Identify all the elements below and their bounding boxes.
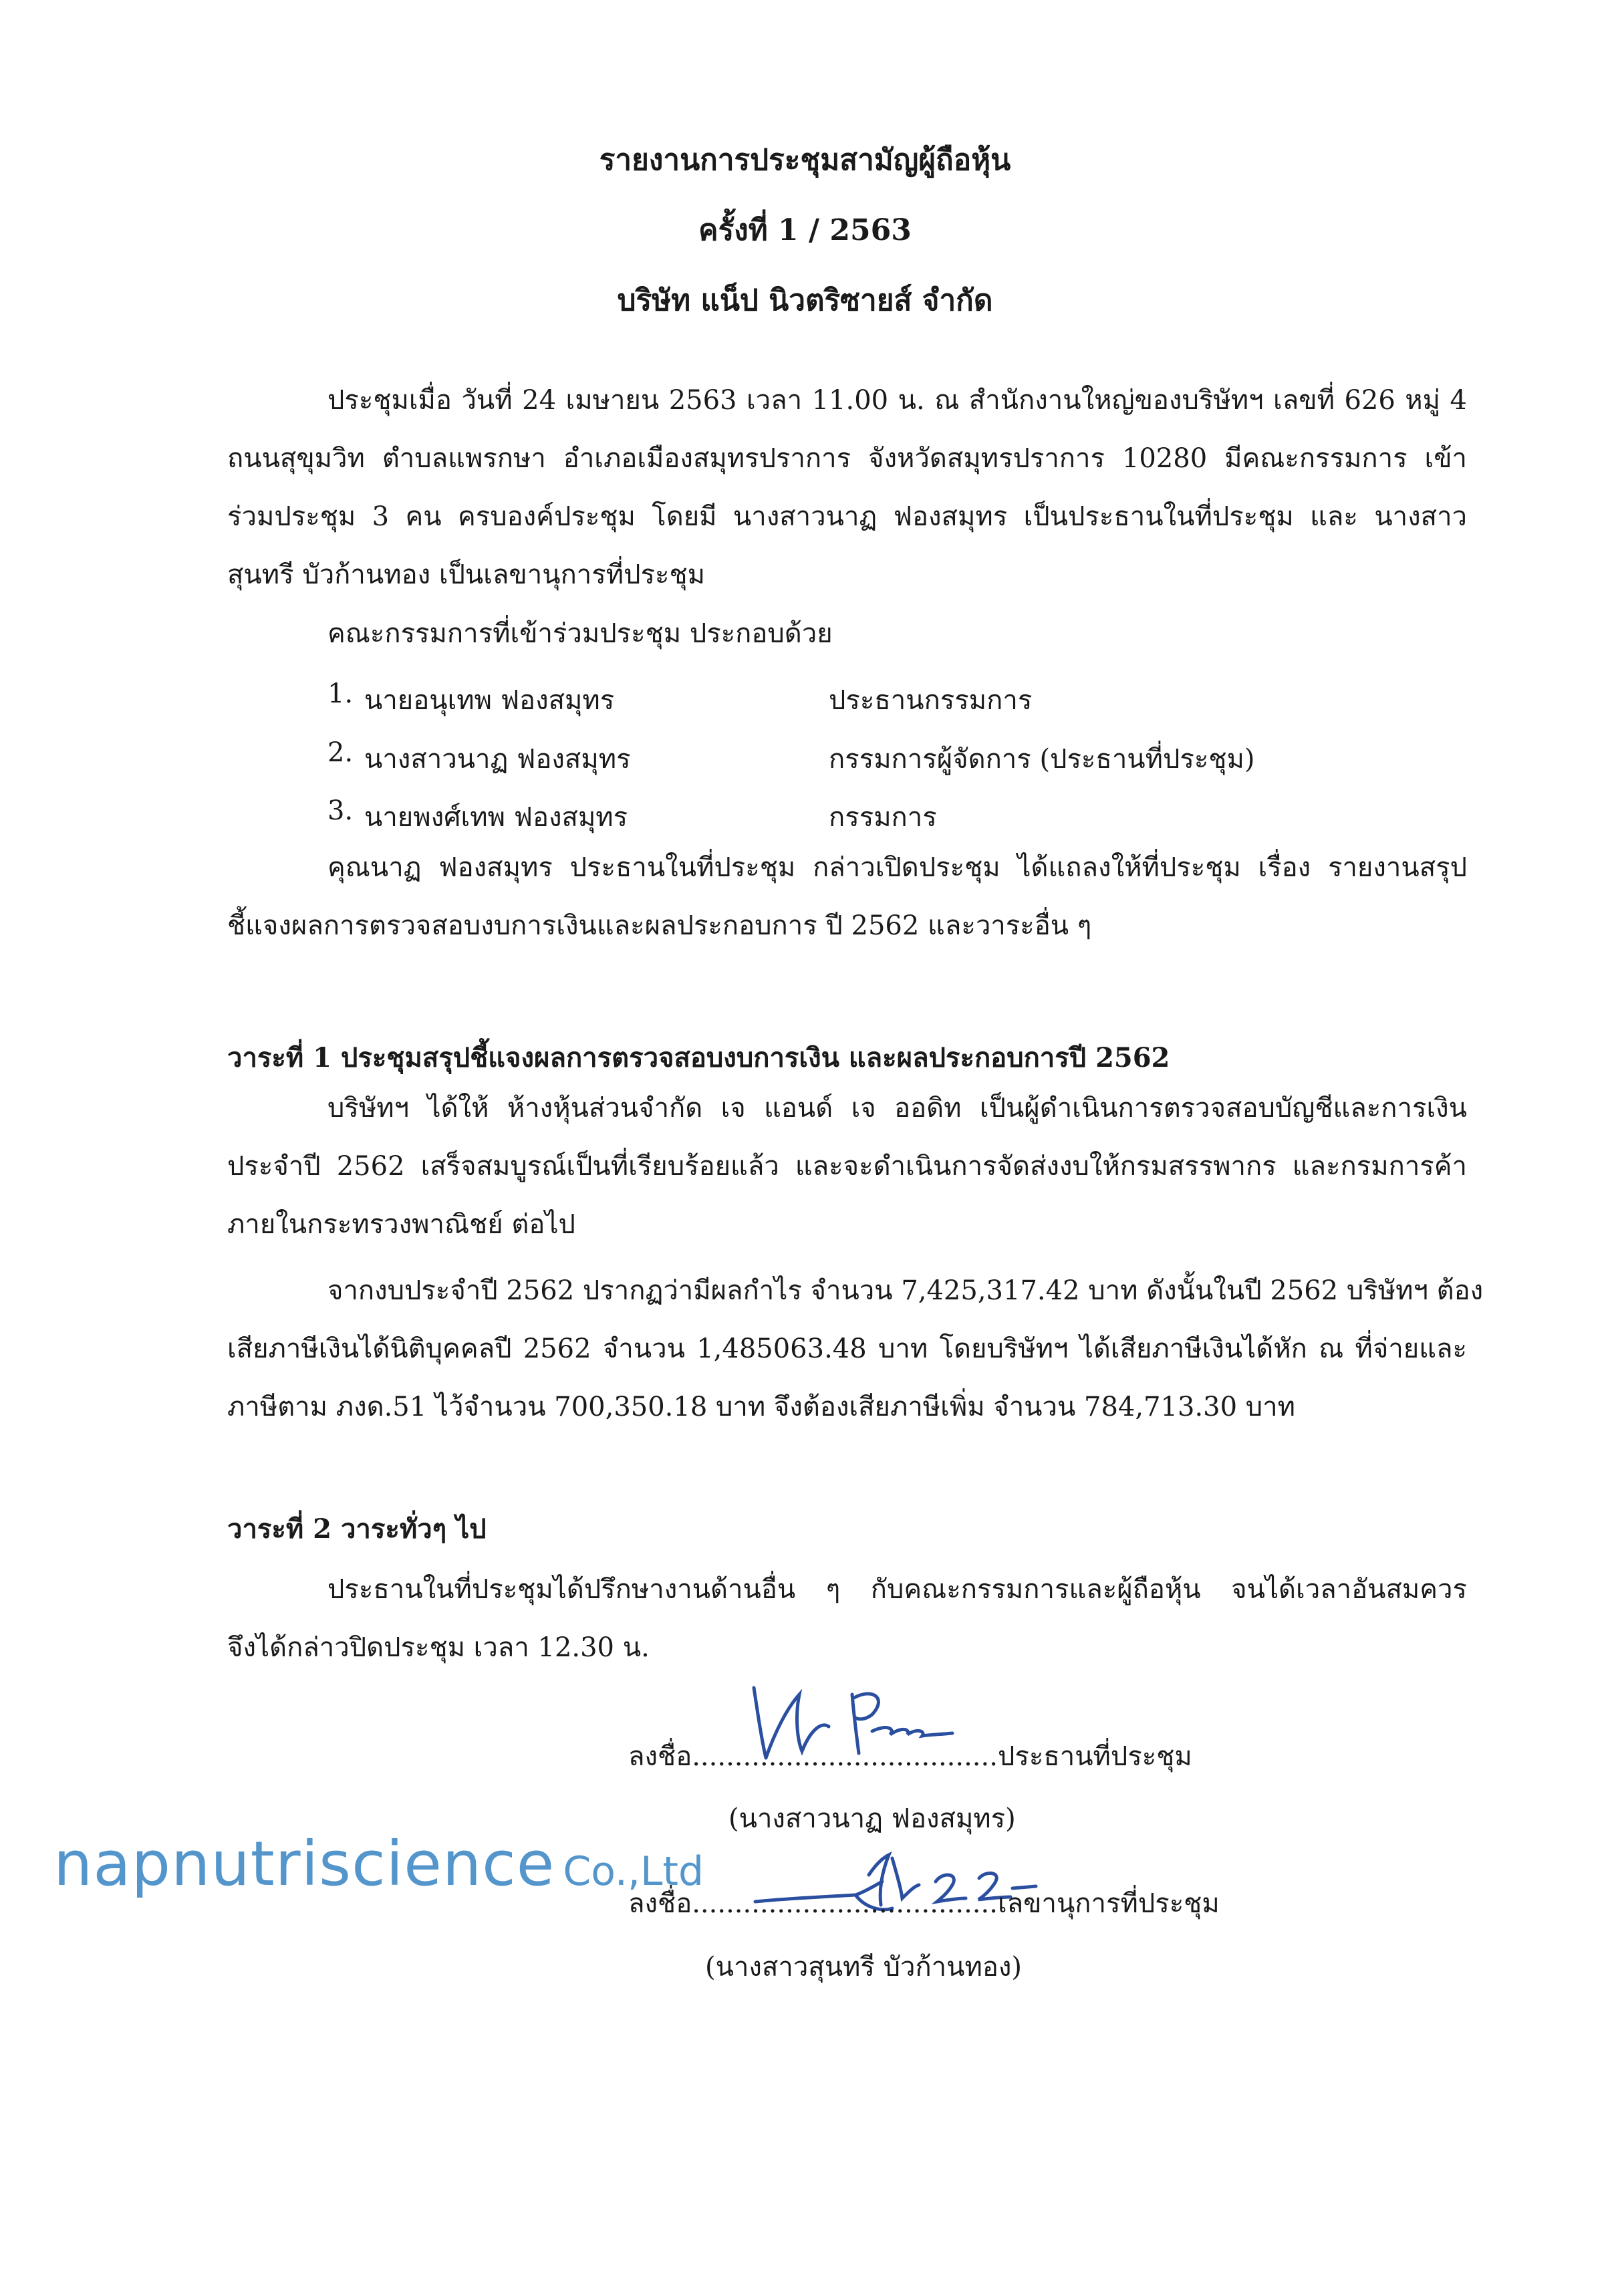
agenda-2-title: วาระที่ 2 วาระทั่วๆ ไป <box>227 1513 487 1545</box>
member-name: นางสาวนาฏ ฟองสมุทร <box>364 744 631 775</box>
signature-line <box>628 1735 1192 1777</box>
intro-line: สุนทรี บัวก้านทอง เป็นเลขานุการที่ประชุม <box>227 559 705 590</box>
agenda-1-line: ภาษีตาม ภงด.51 ไว้จำนวน 700,350.18 บาท จึงต้องเสียภาษีเพิ่ม จำนวน 784,713.30 บาท <box>227 1392 1295 1422</box>
member-number: 3. <box>327 795 354 826</box>
member-role: กรรมการผู้จัดการ (ประธานที่ประชุม) <box>829 744 1255 775</box>
meeting-number: ครั้งที่ 1 / 2563 <box>698 213 912 247</box>
agenda-1-line: จากงบประจำปี 2562 ปรากฏว่ามีผลกำไร จำนวน 7,425,317.42 บาท ดังนั้นในปี 2562 บริษัทฯ ต้อง <box>327 1275 1484 1306</box>
sign-role: เลขานุการที่ประชุม <box>997 1888 1220 1919</box>
intro-line: ประชุมเมื่อ วันที่ 24 เมษายน 2563 เวลา 11.00 น. ณ สำนักงานใหญ่ของบริษัทฯ เลขที่ 626 หมู่ 4 <box>327 385 1467 416</box>
member-number: 1. <box>327 678 354 709</box>
company-name: บริษัท แน็ป นิวตริซายส์ จำกัด <box>617 283 993 317</box>
agenda-1-line: ประจำปี 2562 เสร็จสมบูรณ์เป็นที่เรียบร้อยแล้ว และจะดำเนินการจัดส่งงบให้กรมสรรพากร และกรมการค้า <box>227 1151 1467 1182</box>
stamp-main: napnutriscience <box>53 1828 555 1900</box>
sign-role: ประธานที่ประชุม <box>997 1741 1192 1772</box>
member-role: กรรมการ <box>829 802 937 833</box>
member-number: 2. <box>327 737 354 768</box>
intro-line: ถนนสุขุมวิท ตำบลแพรกษา อำเภอเมืองสมุทรปราการ จังหวัดสมุทรปราการ 10280 มีคณะกรรมการ เข้า <box>227 443 1467 474</box>
secretary-name: (นางสาวสุนทรี บัวก้านทอง) <box>705 1952 1023 1983</box>
chairman-name: (นางสาวนาฏ ฟองสมุทร) <box>728 1803 1016 1834</box>
intro-line: ร่วมประชุม 3 คน ครบองค์ประชุม โดยมี นางสาวนาฏ ฟองสมุทร เป็นประธานในที่ประชุม และ นางสาว <box>227 501 1467 532</box>
member-name: นายพงศ์เทพ ฟองสมุทร <box>364 802 628 833</box>
sign-dots: .................................... <box>692 1741 998 1772</box>
sign-prefix: ลงชื่อ <box>628 1888 692 1919</box>
company-stamp <box>53 1828 704 1900</box>
signature-line <box>628 1882 1220 1924</box>
opening-line: คุณนาฏ ฟองสมุทร ประธานในที่ประชุม กล่าวเปิดประชุม ได้แถลงให้ที่ประชุม เรื่อง รายงานสรุป <box>327 852 1467 883</box>
agenda-2-line: จึงได้กล่าวปิดประชุม เวลา 12.30 น. <box>227 1632 650 1663</box>
member-role: ประธานกรรมการ <box>829 685 1033 716</box>
agenda-1-line: เสียภาษีเงินได้นิติบุคคลปี 2562 จำนวน 1,485063.48 บาท โดยบริษัทฯ ได้เสียภาษีเงินได้หัก ณ ที่จ่ายและ <box>227 1333 1467 1364</box>
agenda-1-title: วาระที่ 1 ประชุมสรุปชี้แจงผลการตรวจสอบงบการเงิน และผลประกอบการปี 2562 <box>227 1042 1170 1073</box>
agenda-1-line: ภายในกระทรวงพาณิชย์ ต่อไป <box>227 1209 575 1240</box>
agenda-1-line: บริษัทฯ ได้ให้ ห้างหุ้นส่วนจำกัด เจ แอนด์ เจ ออดิท เป็นผู้ดำเนินการตรวจสอบบัญชีและการเงิน <box>327 1093 1467 1124</box>
report-title: รายงานการประชุมสามัญผู้ถือหุ้น <box>599 143 1011 177</box>
stamp-suffix: Co.,Ltd <box>563 1848 704 1895</box>
member-name: นายอนุเทพ ฟองสมุทร <box>364 685 615 716</box>
agenda-2-line: ประธานในที่ประชุมได้ปรึกษางานด้านอื่น ๆ กับคณะกรรมการและผู้ถือหุ้น จนได้เวลาอันสมควร <box>327 1574 1467 1605</box>
opening-line: ชี้แจงผลการตรวจสอบงบการเงินและผลประกอบการ ปี 2562 และวาระอื่น ๆ <box>227 910 1092 941</box>
sign-dots: .................................... <box>692 1888 998 1919</box>
sign-prefix: ลงชื่อ <box>628 1741 692 1772</box>
committee-heading: คณะกรรมการที่เข้าร่วมประชุม ประกอบด้วย <box>327 618 833 649</box>
